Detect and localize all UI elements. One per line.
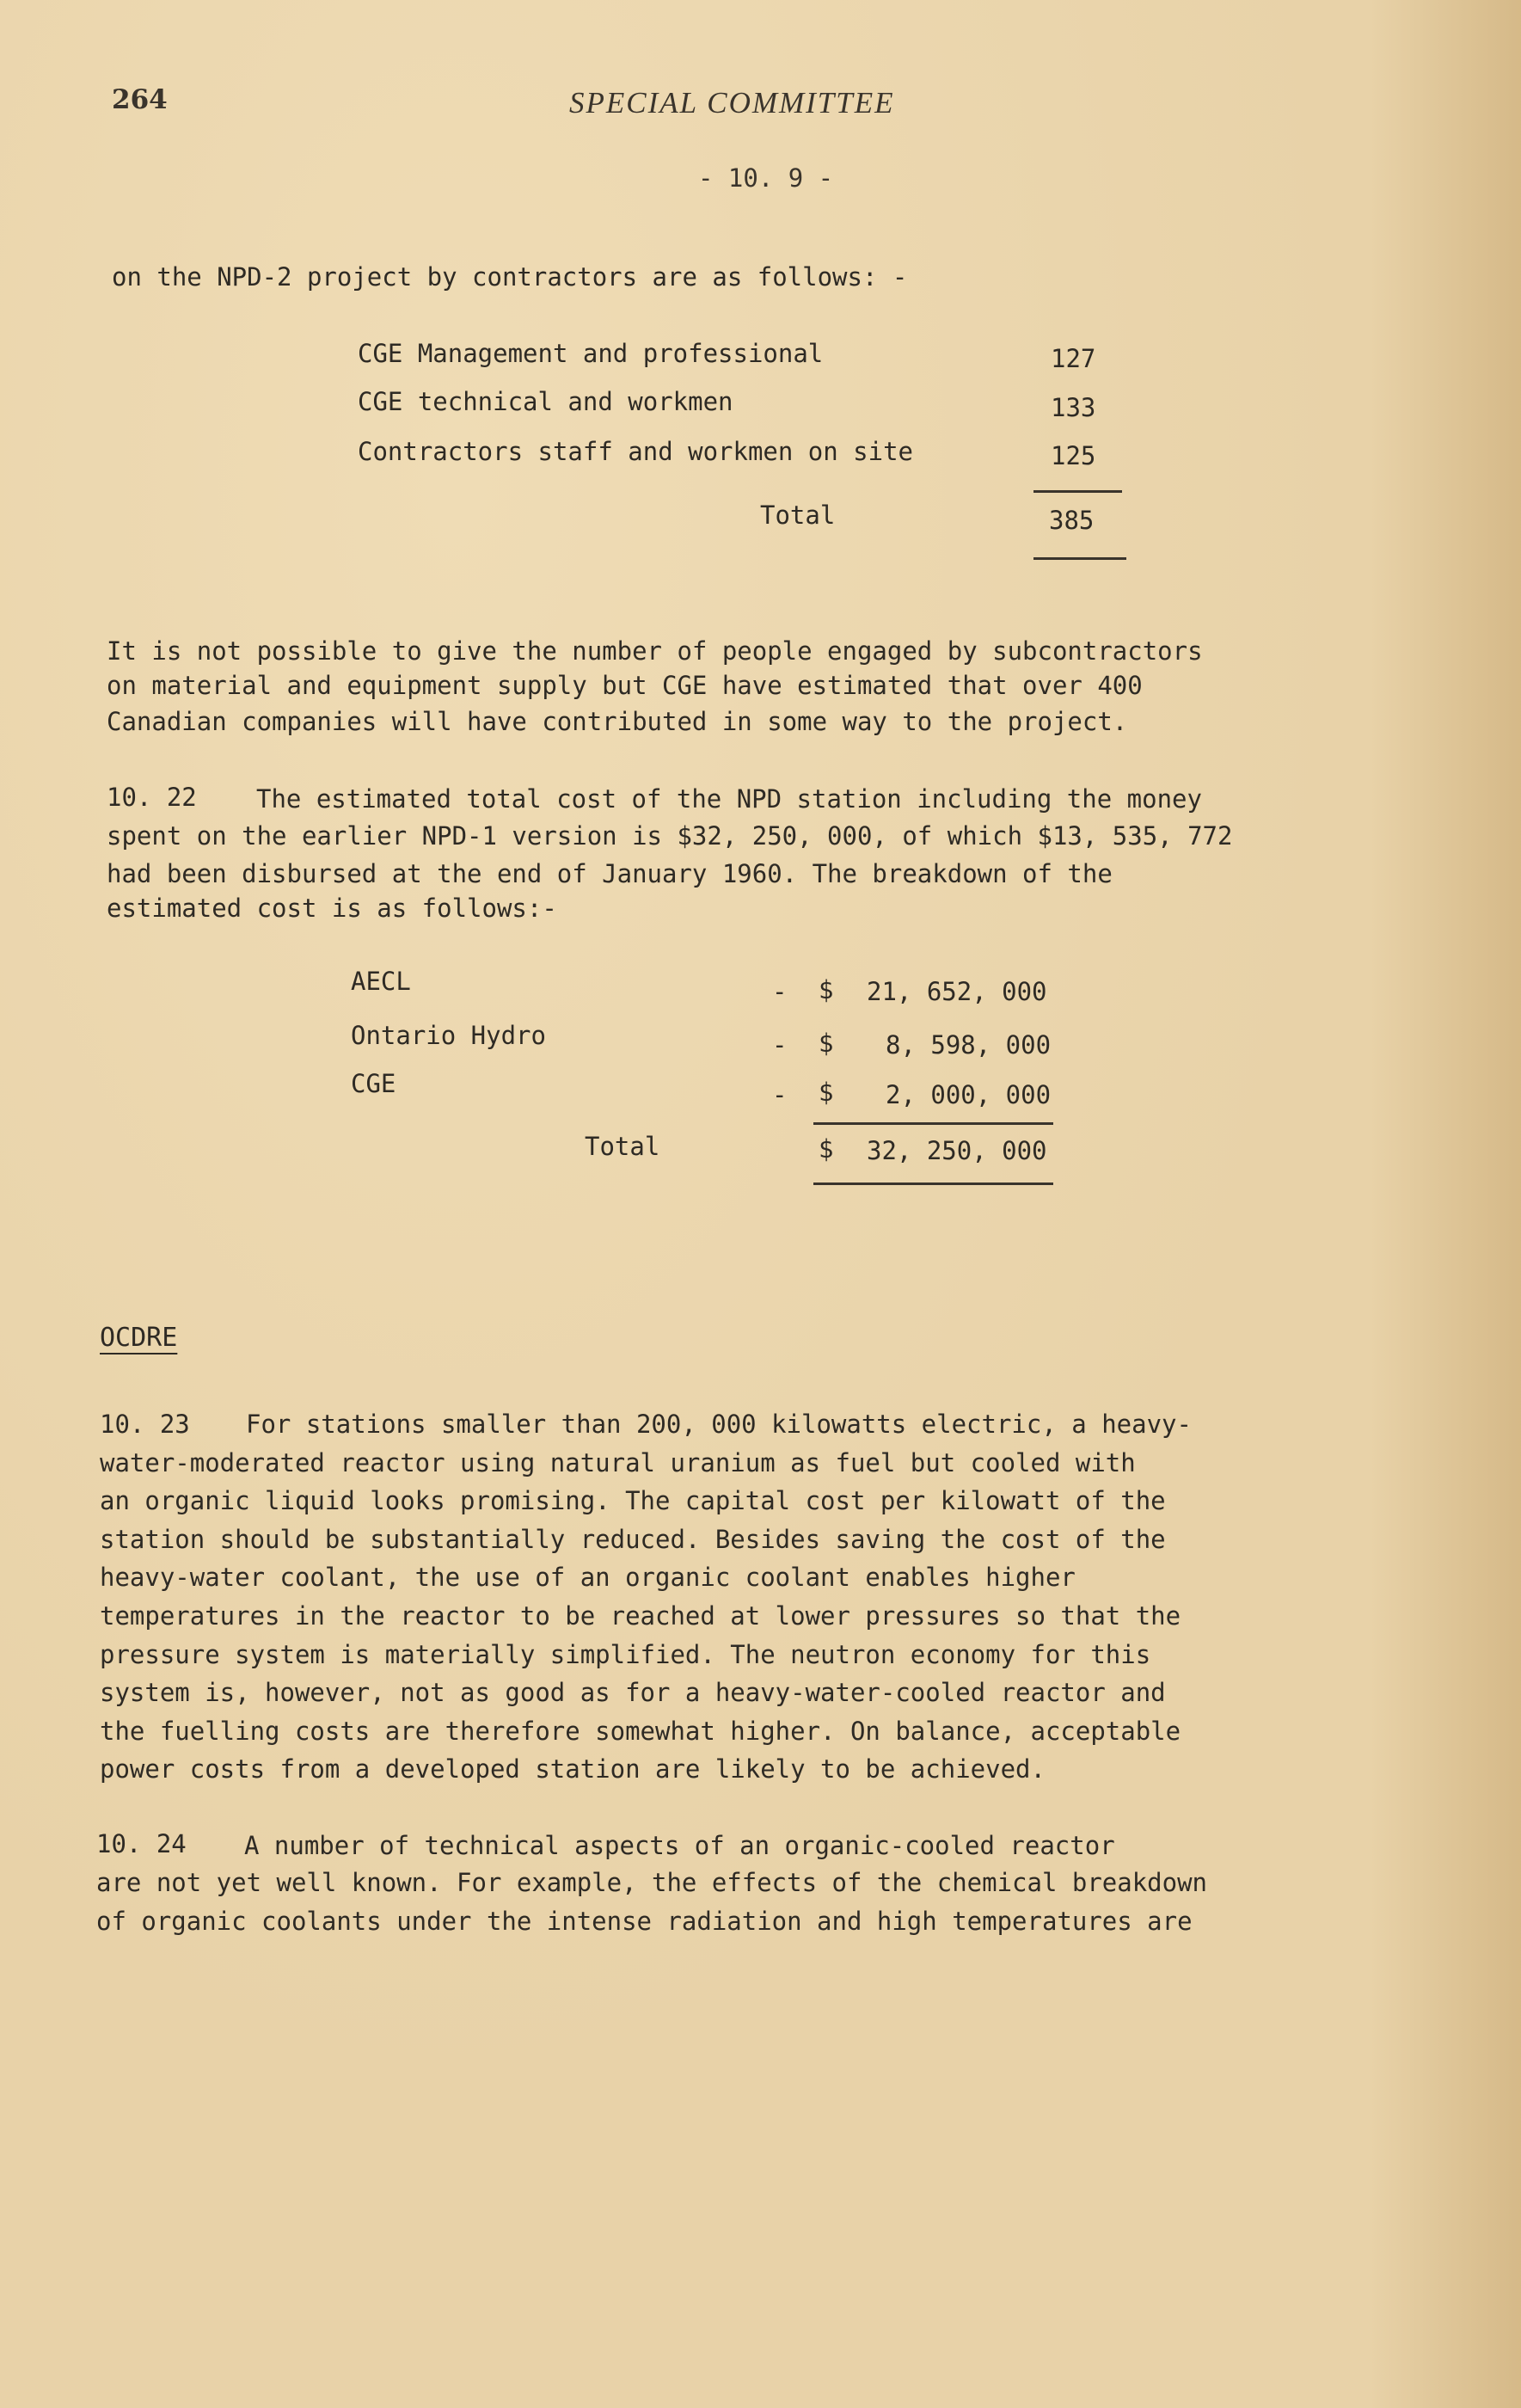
total-rule-top — [1033, 490, 1122, 493]
row-amount: 2, 000, 000 — [886, 1080, 1052, 1109]
text-line: It is not possible to give the number of people engaged by subcontractors — [107, 636, 1203, 666]
paragraph-number: 10. 23 — [100, 1410, 190, 1439]
text-line: system is, however, not as good as for a heavy-water-cooled reactor and — [100, 1678, 1166, 1707]
total-rule-bottom — [1033, 557, 1126, 560]
row-label: CGE Management and professional — [358, 339, 824, 368]
total-label: Total — [760, 501, 836, 530]
row-label: AECL — [351, 967, 411, 996]
total-value: 385 — [1049, 506, 1095, 535]
text-line: had been disbursed at the end of January 1960. The breakdown of the — [107, 859, 1113, 888]
row-value: 125 — [1051, 441, 1096, 470]
paragraph-number: 10. 24 — [96, 1829, 187, 1858]
text-line: pressure system is materially simplified. The neutron economy for this — [100, 1640, 1151, 1669]
text-line: an organic liquid looks promising. The capital cost per kilowatt of the — [100, 1486, 1166, 1515]
paragraph-number: 10. 22 — [107, 783, 197, 812]
text-line: heavy-water coolant, the use of an organic coolant enables higher — [100, 1563, 1076, 1592]
row-currency: $ — [819, 1078, 834, 1107]
text-line: station should be substantially reduced. Besides saving the cost of the — [100, 1525, 1166, 1554]
row-amount: 8, 598, 000 — [886, 1030, 1052, 1060]
total-currency: $ — [819, 1134, 834, 1164]
row-dash: - — [772, 1080, 788, 1109]
text-line: A number of technical aspects of an organic-cooled reactor — [244, 1831, 1115, 1860]
total-rule-top — [813, 1122, 1053, 1125]
row-dash: - — [772, 1030, 788, 1060]
row-label: CGE technical and workmen — [358, 387, 733, 416]
row-label: Contractors staff and workmen on site — [358, 437, 914, 466]
text-line: temperatures in the reactor to be reached at lower pressures so that the — [100, 1601, 1181, 1631]
total-amount: 32, 250, 000 — [867, 1136, 1047, 1165]
text-line: are not yet well known. For example, the effects of the chemical breakdown — [96, 1868, 1208, 1897]
text-line: on material and equipment supply but CGE have estimated that over 400 — [107, 671, 1143, 700]
text-line: water-moderated reactor using natural uranium as fuel but cooled with — [100, 1448, 1136, 1477]
page-number: 264 — [112, 84, 168, 115]
running-head: SPECIAL COMMITTEE — [569, 86, 895, 120]
text-line: power costs from a developed station are likely to be achieved. — [100, 1754, 1046, 1784]
row-currency: $ — [819, 1029, 834, 1058]
total-rule-bottom — [813, 1182, 1053, 1185]
text-line: For stations smaller than 200, 000 kilowatts electric, a heavy- — [246, 1410, 1192, 1439]
text-line: Canadian companies will have contributed in some way to the project. — [107, 707, 1128, 736]
row-value: 133 — [1051, 393, 1096, 422]
row-dash: - — [772, 977, 788, 1006]
section-heading: OCDRE — [100, 1323, 178, 1353]
row-currency: $ — [819, 975, 834, 1004]
row-label: CGE — [351, 1069, 396, 1098]
text-line: of organic coolants under the intense radiation and high temperatures are — [96, 1907, 1193, 1936]
row-amount: 21, 652, 000 — [867, 977, 1047, 1006]
text-line: estimated cost is as follows:- — [107, 894, 557, 923]
text-line: spent on the earlier NPD-1 version is $32, 250, 000, of which $13, 535, 772 — [107, 821, 1233, 851]
row-label: Ontario Hydro — [351, 1021, 546, 1050]
total-label: Total — [585, 1132, 660, 1161]
text-line: the fuelling costs are therefore somewhat higher. On balance, acceptable — [100, 1717, 1181, 1746]
intro-line: on the NPD-2 project by contractors are as follows: - — [112, 262, 908, 292]
sub-page-number: - 10. 9 - — [698, 163, 834, 193]
row-value: 127 — [1051, 344, 1096, 373]
text-line: The estimated total cost of the NPD station including the money — [256, 784, 1202, 814]
